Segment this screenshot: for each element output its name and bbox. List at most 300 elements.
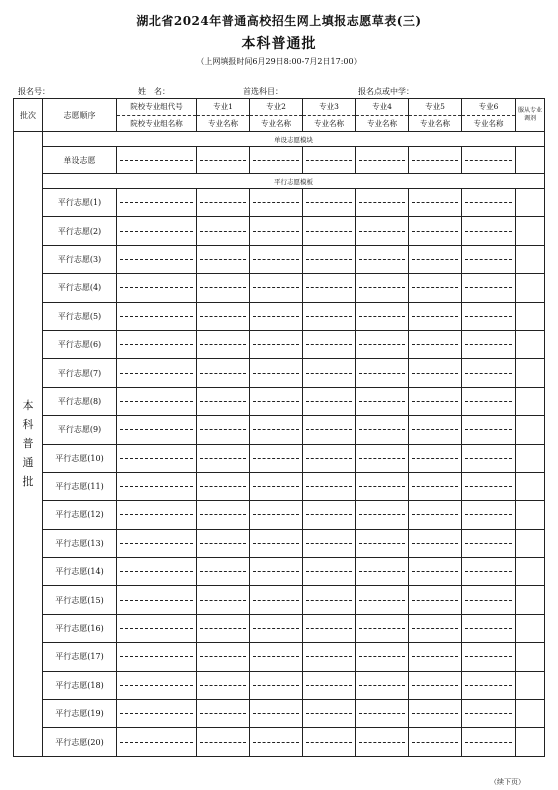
adjust-input-cell[interactable]: [516, 643, 545, 671]
major-input-cell[interactable]: [303, 330, 356, 358]
first-subject-label: 首选科目：: [243, 87, 283, 96]
major-input-cell[interactable]: [462, 501, 516, 529]
volunteer-order-label: 平行志愿(7): [43, 359, 117, 387]
major-input-cell[interactable]: [462, 558, 516, 586]
adjust-input-cell[interactable]: [516, 501, 545, 529]
adjust-input-cell[interactable]: [516, 472, 545, 500]
dashed-divider: [412, 429, 458, 430]
major-input-cell[interactable]: [250, 472, 303, 500]
dashed-divider: [412, 316, 458, 317]
major-input-cell[interactable]: [303, 558, 356, 586]
major-input-cell[interactable]: [356, 643, 409, 671]
parallel-volunteer-row: [14, 501, 545, 529]
dashed-divider: [412, 287, 458, 288]
major-input-cell[interactable]: [462, 147, 516, 174]
major-input-cell[interactable]: [356, 444, 409, 472]
major-input-cell[interactable]: [462, 359, 516, 387]
adjust-input-cell[interactable]: [516, 700, 545, 728]
parallel-volunteer-row: [14, 189, 545, 217]
dashed-divider: [465, 202, 512, 203]
major-input-cell[interactable]: [250, 444, 303, 472]
dashed-divider: [465, 656, 512, 657]
dashed-divider: [306, 287, 352, 288]
major-input-cell[interactable]: [409, 700, 462, 728]
major-label: 专业6: [462, 99, 515, 116]
major-input-cell[interactable]: [356, 330, 409, 358]
major-input-cell[interactable]: [303, 671, 356, 699]
dashed-divider: [465, 685, 512, 686]
adjust-input-cell[interactable]: [516, 586, 545, 614]
adjust-input-cell[interactable]: [516, 416, 545, 444]
dashed-divider: [120, 429, 193, 430]
dashed-divider: [253, 713, 299, 714]
major-input-cell[interactable]: [462, 671, 516, 699]
dashed-divider: [200, 316, 246, 317]
major-input-cell[interactable]: [197, 586, 250, 614]
dashed-divider: [200, 373, 246, 374]
major-input-cell[interactable]: [303, 586, 356, 614]
major-input-cell[interactable]: [250, 614, 303, 642]
volunteer-order-label: 平行志愿(11): [43, 472, 117, 500]
major-input-cell[interactable]: [303, 217, 356, 245]
dashed-divider: [253, 344, 299, 345]
major-input-cell[interactable]: [250, 189, 303, 217]
dashed-divider: [359, 543, 405, 544]
major-label: 专业5: [409, 99, 461, 116]
adjust-input-cell[interactable]: [516, 245, 545, 273]
parallel-volunteer-row: [14, 302, 545, 330]
dashed-divider: [306, 628, 352, 629]
major-input-cell[interactable]: [462, 416, 516, 444]
group-input-cell[interactable]: [117, 274, 197, 302]
major-input-cell[interactable]: [197, 614, 250, 642]
dashed-divider: [306, 202, 352, 203]
dashed-divider: [120, 486, 193, 487]
dashed-divider: [465, 429, 512, 430]
major-input-cell[interactable]: [197, 671, 250, 699]
dashed-divider: [306, 160, 352, 161]
major-input-cell[interactable]: [303, 444, 356, 472]
major-input-cell[interactable]: [356, 529, 409, 557]
dashed-divider: [465, 231, 512, 232]
major-input-cell[interactable]: [197, 558, 250, 586]
major-input-cell[interactable]: [462, 586, 516, 614]
dashed-divider: [465, 713, 512, 714]
group-input-cell[interactable]: [117, 472, 197, 500]
parallel-volunteer-row: [14, 444, 545, 472]
major-name-label: 专业名称: [473, 118, 504, 128]
major-input-cell[interactable]: [409, 501, 462, 529]
major-input-cell[interactable]: [409, 444, 462, 472]
major-input-cell[interactable]: [356, 274, 409, 302]
volunteer-order-label: 平行志愿(14): [43, 558, 117, 586]
dashed-divider: [200, 486, 246, 487]
dashed-divider: [465, 628, 512, 629]
major-input-cell[interactable]: [462, 217, 516, 245]
dashed-divider: [359, 514, 405, 515]
volunteer-order-label: 平行志愿(8): [43, 387, 117, 415]
major-input-cell[interactable]: [250, 558, 303, 586]
dashed-divider: [412, 160, 458, 161]
adjust-input-cell[interactable]: [516, 558, 545, 586]
major-input-cell[interactable]: [409, 147, 462, 174]
dashed-divider: [306, 429, 352, 430]
form-title: 湖北省2024年普通高校招生网上填报志愿草表(三): [136, 14, 422, 28]
dashed-divider: [412, 713, 458, 714]
volunteer-order-label: 平行志愿(2): [43, 217, 117, 245]
major-input-cell[interactable]: [250, 330, 303, 358]
volunteer-order-label: 平行志愿(18): [43, 671, 117, 699]
major-input-cell[interactable]: [409, 245, 462, 273]
major-input-cell[interactable]: [356, 416, 409, 444]
dashed-divider: [200, 571, 246, 572]
major-input-cell[interactable]: [303, 501, 356, 529]
dashed-divider: [359, 458, 405, 459]
major-input-cell[interactable]: [303, 147, 356, 174]
volunteer-order-label: 平行志愿(5): [43, 302, 117, 330]
major-input-cell[interactable]: [356, 501, 409, 529]
dashed-divider: [465, 401, 512, 402]
header-row: [14, 99, 545, 132]
dashed-divider: [306, 685, 352, 686]
major-input-cell[interactable]: [409, 671, 462, 699]
dashed-divider: [253, 628, 299, 629]
dashed-divider: [359, 656, 405, 657]
dashed-divider: [465, 373, 512, 374]
dashed-divider: [412, 543, 458, 544]
dashed-divider: [120, 373, 193, 374]
major-input-cell[interactable]: [197, 217, 250, 245]
major-input-cell[interactable]: [197, 700, 250, 728]
dashed-divider: [306, 600, 352, 601]
major-input-cell[interactable]: [409, 529, 462, 557]
dashed-divider: [253, 742, 299, 743]
group-input-cell[interactable]: [117, 330, 197, 358]
major-input-cell[interactable]: [462, 728, 516, 756]
dashed-divider: [359, 486, 405, 487]
major-name-label: 专业名称: [208, 118, 238, 128]
major-input-cell[interactable]: [250, 728, 303, 756]
volunteer-order-label: 单设志愿: [43, 147, 117, 174]
dashed-divider: [120, 685, 193, 686]
dashed-divider: [359, 160, 405, 161]
volunteer-order-label: 平行志愿(19): [43, 700, 117, 728]
major-input-cell[interactable]: [356, 614, 409, 642]
major-input-cell[interactable]: [303, 529, 356, 557]
volunteer-order-label: 平行志愿(10): [43, 444, 117, 472]
dashed-divider: [465, 543, 512, 544]
group-input-cell[interactable]: [117, 189, 197, 217]
adjust-input-cell[interactable]: [516, 330, 545, 358]
dashed-divider: [200, 231, 246, 232]
major-input-cell[interactable]: [250, 643, 303, 671]
major-input-cell[interactable]: [409, 558, 462, 586]
major-input-cell[interactable]: [197, 245, 250, 273]
group-input-cell[interactable]: [117, 558, 197, 586]
parallel-volunteer-row: [14, 614, 545, 642]
major-input-cell[interactable]: [462, 444, 516, 472]
volunteer-order-label: 平行志愿(3): [43, 245, 117, 273]
major-input-cell[interactable]: [409, 472, 462, 500]
major-input-cell[interactable]: [462, 189, 516, 217]
major-input-cell[interactable]: [303, 302, 356, 330]
major-input-cell[interactable]: [356, 586, 409, 614]
group-input-cell[interactable]: [117, 302, 197, 330]
major-input-cell[interactable]: [250, 302, 303, 330]
volunteer-order-label: 平行志愿(6): [43, 330, 117, 358]
adjust-input-cell[interactable]: [516, 671, 545, 699]
major-input-cell[interactable]: [197, 147, 250, 174]
dashed-divider: [306, 373, 352, 374]
volunteer-order-label: 平行志愿(12): [43, 501, 117, 529]
group-input-cell[interactable]: [117, 501, 197, 529]
single-section-row: [14, 132, 545, 147]
group-input-cell[interactable]: [117, 586, 197, 614]
dashed-divider: [253, 486, 299, 487]
major-input-cell[interactable]: [197, 274, 250, 302]
dashed-divider: [120, 160, 193, 161]
dashed-divider: [359, 571, 405, 572]
major-input-cell[interactable]: [409, 728, 462, 756]
major-input-cell[interactable]: [303, 728, 356, 756]
major-input-cell[interactable]: [462, 643, 516, 671]
dashed-divider: [412, 231, 458, 232]
major-input-cell[interactable]: [356, 147, 409, 174]
major-input-cell[interactable]: [197, 189, 250, 217]
col-header-batch: 批次: [14, 99, 43, 132]
major-input-cell[interactable]: [303, 245, 356, 273]
major-input-cell[interactable]: [462, 614, 516, 642]
major-input-cell[interactable]: [409, 274, 462, 302]
adjust-input-cell[interactable]: [516, 444, 545, 472]
dashed-divider: [412, 373, 458, 374]
major-name-label: 专业名称: [314, 118, 344, 128]
dashed-divider: [253, 231, 299, 232]
major-input-cell[interactable]: [197, 416, 250, 444]
parallel-volunteer-row: [14, 671, 545, 699]
col-header-major-1: [197, 99, 250, 132]
dashed-divider: [359, 373, 405, 374]
major-input-cell[interactable]: [250, 586, 303, 614]
major-input-cell[interactable]: [303, 472, 356, 500]
group-input-cell[interactable]: [117, 671, 197, 699]
major-input-cell[interactable]: [356, 387, 409, 415]
major-input-cell[interactable]: [356, 728, 409, 756]
major-label: 专业4: [356, 99, 408, 116]
adjust-input-cell[interactable]: [516, 614, 545, 642]
group-input-cell[interactable]: [117, 387, 197, 415]
dashed-divider: [200, 202, 246, 203]
major-input-cell[interactable]: [409, 189, 462, 217]
major-input-cell[interactable]: [197, 302, 250, 330]
major-input-cell[interactable]: [356, 700, 409, 728]
major-input-cell[interactable]: [462, 330, 516, 358]
single-volunteer-row: [14, 147, 545, 174]
major-input-cell[interactable]: [462, 245, 516, 273]
major-input-cell[interactable]: [462, 472, 516, 500]
adjust-input-cell[interactable]: [516, 147, 545, 174]
major-input-cell[interactable]: [303, 274, 356, 302]
major-input-cell[interactable]: [462, 700, 516, 728]
major-input-cell[interactable]: [197, 330, 250, 358]
adjust-input-cell[interactable]: [516, 302, 545, 330]
single-section-heading: 单设志愿模块: [43, 132, 545, 147]
dashed-divider: [200, 458, 246, 459]
major-input-cell[interactable]: [197, 501, 250, 529]
major-input-cell[interactable]: [409, 416, 462, 444]
major-input-cell[interactable]: [197, 643, 250, 671]
dashed-divider: [253, 160, 299, 161]
parallel-volunteer-row: [14, 330, 545, 358]
dashed-divider: [465, 160, 512, 161]
major-input-cell[interactable]: [409, 643, 462, 671]
parallel-section-heading: 平行志愿模板: [43, 174, 545, 189]
parallel-volunteer-row: [14, 700, 545, 728]
major-input-cell[interactable]: [356, 245, 409, 273]
dashed-divider: [412, 600, 458, 601]
major-input-cell[interactable]: [197, 387, 250, 415]
col-header-order: 志愿顺序: [43, 99, 117, 132]
volunteer-order-label: 平行志愿(4): [43, 274, 117, 302]
dashed-divider: [120, 742, 193, 743]
major-input-cell[interactable]: [356, 558, 409, 586]
major-input-cell[interactable]: [197, 472, 250, 500]
major-label: 专业1: [197, 99, 249, 116]
dashed-divider: [200, 713, 246, 714]
dashed-divider: [412, 571, 458, 572]
volunteer-order-label: 平行志愿(20): [43, 728, 117, 756]
group-input-cell[interactable]: [117, 700, 197, 728]
major-input-cell[interactable]: [303, 416, 356, 444]
major-input-cell[interactable]: [409, 302, 462, 330]
major-input-cell[interactable]: [250, 217, 303, 245]
col-header-major-2: [250, 99, 303, 132]
group-input-cell[interactable]: [117, 614, 197, 642]
major-input-cell[interactable]: [250, 359, 303, 387]
dashed-divider: [253, 373, 299, 374]
major-input-cell[interactable]: [409, 217, 462, 245]
major-input-cell[interactable]: [303, 700, 356, 728]
major-input-cell[interactable]: [356, 671, 409, 699]
major-input-cell[interactable]: [250, 671, 303, 699]
dashed-divider: [412, 202, 458, 203]
dashed-divider: [253, 543, 299, 544]
group-input-cell[interactable]: [117, 416, 197, 444]
major-input-cell[interactable]: [303, 189, 356, 217]
major-input-cell[interactable]: [250, 501, 303, 529]
major-input-cell[interactable]: [303, 387, 356, 415]
dashed-divider: [200, 514, 246, 515]
group-input-cell[interactable]: [117, 444, 197, 472]
adjust-input-cell[interactable]: [516, 189, 545, 217]
major-input-cell[interactable]: [462, 302, 516, 330]
major-input-cell[interactable]: [409, 614, 462, 642]
major-input-cell[interactable]: [250, 387, 303, 415]
parallel-section-row: [14, 174, 545, 189]
adjust-input-cell[interactable]: [516, 359, 545, 387]
dashed-divider: [465, 486, 512, 487]
dashed-divider: [359, 259, 405, 260]
volunteer-order-label: 平行志愿(1): [43, 189, 117, 217]
major-input-cell[interactable]: [356, 217, 409, 245]
dashed-divider: [359, 401, 405, 402]
parallel-volunteer-row: [14, 728, 545, 756]
major-input-cell[interactable]: [303, 643, 356, 671]
major-input-cell[interactable]: [462, 529, 516, 557]
major-input-cell[interactable]: [409, 586, 462, 614]
dashed-divider: [200, 628, 246, 629]
dashed-divider: [200, 344, 246, 345]
batch-title: 本科普通批: [241, 36, 317, 52]
group-input-cell[interactable]: [117, 217, 197, 245]
major-input-cell[interactable]: [462, 274, 516, 302]
adjust-input-cell[interactable]: [516, 529, 545, 557]
major-input-cell[interactable]: [356, 472, 409, 500]
col-header-major-3: [303, 99, 356, 132]
major-input-cell[interactable]: [250, 245, 303, 273]
major-input-cell[interactable]: [356, 302, 409, 330]
dashed-divider: [412, 401, 458, 402]
col-header-adjust: 服从专业调剂: [516, 99, 545, 132]
volunteer-order-label: 平行志愿(13): [43, 529, 117, 557]
major-input-cell[interactable]: [462, 387, 516, 415]
dashed-divider: [200, 160, 246, 161]
major-input-cell[interactable]: [409, 387, 462, 415]
school-label: 报名点或中学：: [358, 87, 414, 96]
major-input-cell[interactable]: [356, 189, 409, 217]
major-input-cell[interactable]: [303, 614, 356, 642]
major-input-cell[interactable]: [250, 700, 303, 728]
group-input-cell[interactable]: [117, 728, 197, 756]
adjust-input-cell[interactable]: [516, 387, 545, 415]
volunteer-order-label: 平行志愿(16): [43, 614, 117, 642]
major-input-cell[interactable]: [197, 444, 250, 472]
major-input-cell[interactable]: [356, 359, 409, 387]
major-input-cell[interactable]: [250, 416, 303, 444]
adjust-input-cell[interactable]: [516, 274, 545, 302]
dashed-divider: [200, 401, 246, 402]
dashed-divider: [306, 514, 352, 515]
adjust-input-cell[interactable]: [516, 217, 545, 245]
major-input-cell[interactable]: [197, 728, 250, 756]
dashed-divider: [200, 259, 246, 260]
major-input-cell[interactable]: [197, 529, 250, 557]
group-input-cell[interactable]: [117, 147, 197, 174]
parallel-volunteer-row: [14, 643, 545, 671]
group-name-label: 院校专业组名称: [130, 118, 183, 128]
major-input-cell[interactable]: [250, 147, 303, 174]
group-input-cell[interactable]: [117, 529, 197, 557]
continued-note: （续下页）: [490, 778, 525, 786]
major-input-cell[interactable]: [303, 359, 356, 387]
dashed-divider: [306, 458, 352, 459]
group-input-cell[interactable]: [117, 643, 197, 671]
adjust-input-cell[interactable]: [516, 728, 545, 756]
group-input-cell[interactable]: [117, 245, 197, 273]
major-input-cell[interactable]: [250, 274, 303, 302]
parallel-volunteer-row: [14, 586, 545, 614]
major-input-cell[interactable]: [250, 529, 303, 557]
group-input-cell[interactable]: [117, 359, 197, 387]
major-input-cell[interactable]: [409, 330, 462, 358]
major-input-cell[interactable]: [197, 359, 250, 387]
dashed-divider: [465, 287, 512, 288]
dashed-divider: [465, 344, 512, 345]
dashed-divider: [253, 316, 299, 317]
major-name-label: 专业名称: [261, 118, 291, 128]
parallel-volunteer-row: [14, 245, 545, 273]
major-input-cell[interactable]: [409, 359, 462, 387]
